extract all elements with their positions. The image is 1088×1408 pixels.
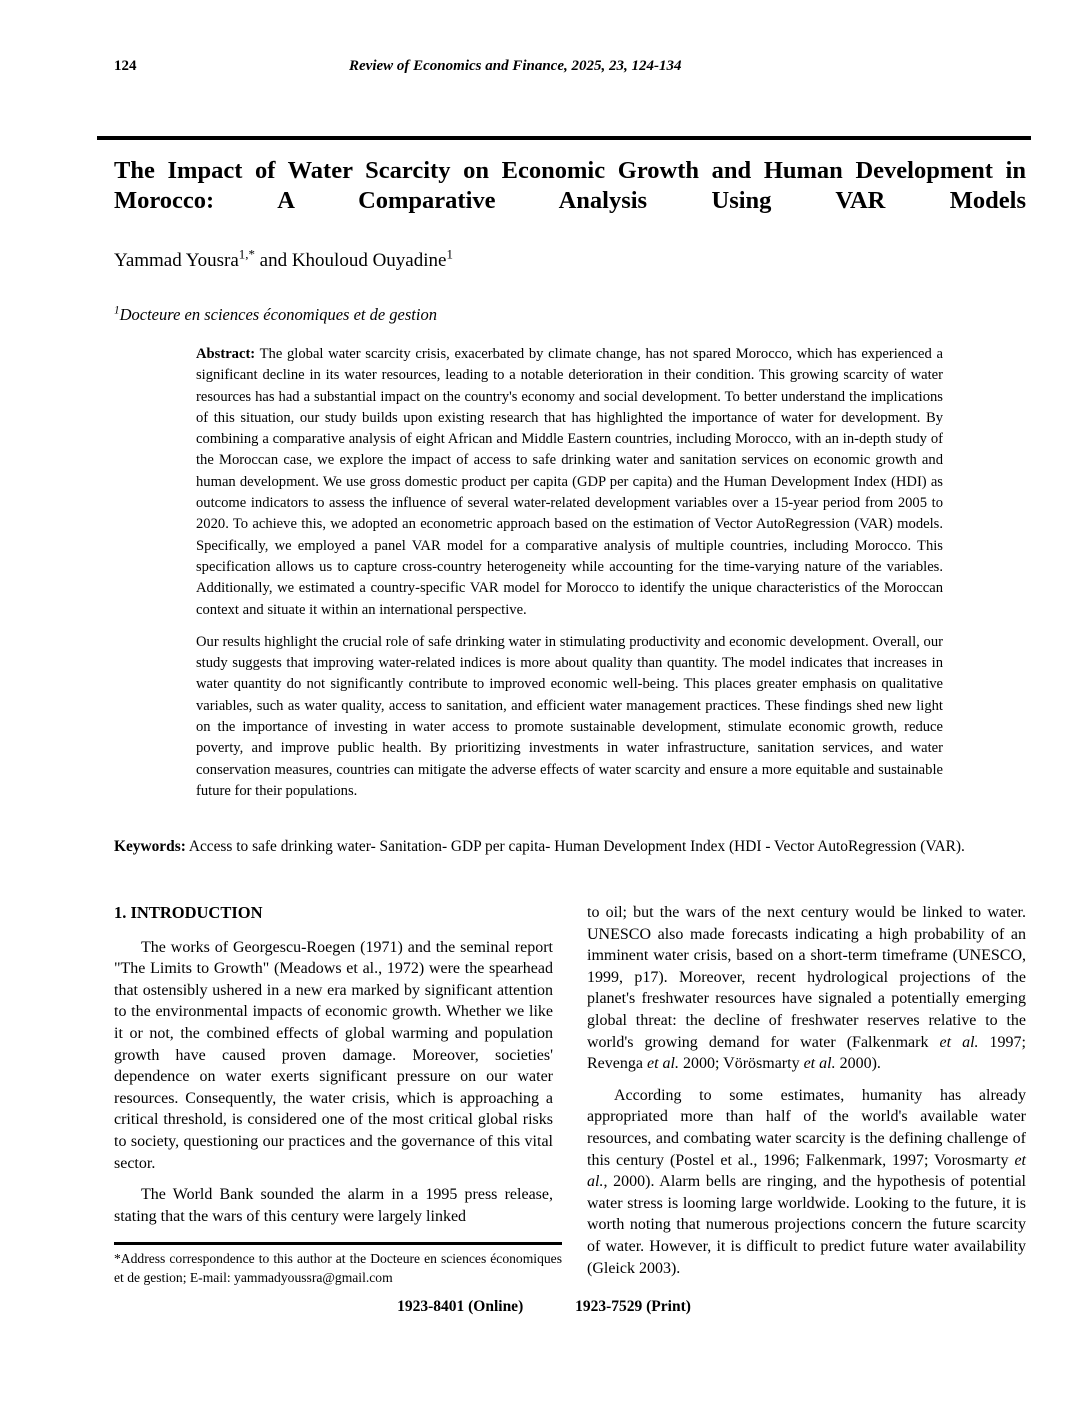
issn-print: 1923-7529 (Print) <box>575 1298 691 1315</box>
abstract-label: Abstract: <box>196 346 256 362</box>
issn-online: 1923-8401 (Online) <box>397 1298 524 1315</box>
two-column-body <box>114 902 1026 1289</box>
page-number: 124 <box>114 58 137 74</box>
keywords-line <box>114 836 1026 858</box>
authors-line: Yammad Yousra$^{1,*}$ and Khouloud Ouyadine$^1$ <box>114 246 453 271</box>
body-paragraph: The World Bank sounded the alarm in a 1995 press release, stating that the wars of this century were largely linked <box>114 1186 553 1225</box>
abstract-section <box>196 344 943 813</box>
body-paragraph: According to some estimates, humanity has already appropriated more than half of the world's available water resources, and combating water scarcity is the defining challenge of this century (Postel et al., 1996; Falkenmark, 1997; Vorosmarty et al., 2000). Alarm bells are ringing, and the hypothesis of potential water stress is looming large worldwide. Looking to the future, it is worth noting that numerous projections concern the future scarcity of water. However, it is difficult to predict future water availability (Gleick 2003). <box>587 1086 1026 1277</box>
journal-header: Review of Economics and Finance, 2025, 23, 124-134 <box>349 58 682 74</box>
keywords-label: Keywords: <box>114 838 186 855</box>
abstract-paragraph <box>196 632 943 802</box>
right-column <box>587 902 1026 1289</box>
left-column <box>114 902 553 1289</box>
abstract-text: Our results highlight the crucial role of safe drinking water in stimulating productivity and economic development. Overall, our study suggests that improving water-related indices is more about quality than quantity. The model indicates that increases in water quantity do not significantly contribute to improved economic well-being. This places greater emphasis on qualitative variables, such as water quality, access to sanitation, and efficient water management practices. These findings shed new light on the importance of investing in water access to promote sustainable development, stimulate economic growth, reduce poverty, and improve public health. By prioritizing investments in water infrastructure, sanitation services, and water conservation measures, countries can mitigate the adverse effects of water scarcity and ensure a more equitable and sustainable future for their populations. <box>196 633 943 799</box>
abstract-paragraph <box>196 344 943 621</box>
body-paragraph: The works of Georgescu-Roegen (1971) and the seminal report "The Limits to Growth" (Meadows et al., 1972) were the spearhead that ostensibly ushered in a new era marked by significant attention to the environmental impacts of economic growth. Whether we like it or not, the combined effects of global warming and population growth have caused proven damage. Moreover, societies' dependence on water exerts significant pressure on our water resources. Consequently, the water crisis, which is approaching a critical threshold, is considered one of the most critical global risks to society, questioning our practices and the governance of this vital sector. <box>114 938 553 1172</box>
affiliation-line: $^1$Docteure en sciences économiques et de gestion <box>114 304 437 324</box>
header-rule <box>97 136 1031 140</box>
section-heading-introduction: 1. INTRODUCTION <box>114 903 263 922</box>
body-paragraph: to oil; but the wars of the next century would be linked to water. UNESCO also made forecasts indicating a high probability of an imminent water crisis, based on a short-term timeframe (UNESCO, 1999, p17). Moreover, recent hydrological projections of the planet's freshwater resources have signaled a potentially emerging global threat: the decline of freshwater reserves relative to the world's growing demand for water (Falkenmark et al. 1997; Revenga et al. 2000; Vörösmarty et al. 2000). <box>587 904 1026 1073</box>
keywords-text: Access to safe drinking water- Sanitation- GDP per capita- Human Development Index (HDI - Vector AutoRegression (VAR). <box>188 838 965 855</box>
article-title: The Impact of Water Scarcity on Economic Growth and Human Development in Morocco: A Comparative Analysis Using VAR Models <box>114 157 1026 214</box>
issn-footer <box>0 1298 1088 1316</box>
correspondence-footnote: *Address correspondence to this author at the Docteure en sciences économiques et de gestion; E-mail: yammadyoussra@gmail.com <box>114 1242 562 1287</box>
abstract-text: The global water scarcity crisis, exacerbated by climate change, has not spared Morocco, which has experienced a significant decline in its water resources, leading to a notable deterioration in their condition. This growing scarcity of water resources has had a substantial impact on the country's economy and social development. To better understand the implications of this situation, our study builds upon existing research that has highlighted the importance of water for development. By combining a comparative analysis of eight African and Middle Eastern countries, including Morocco, with an in-depth study of the Moroccan case, we explore the impact of access to safe drinking water and sanitation services on economic growth and human development. We use gross domestic product per capita (GDP per capita) and the Human Development Index (HDI) as outcome indicators to assess the influence of several water-related development variables over a 15-year period from 2005 to 2020. To achieve this, we adopted an econometric approach based on the estimation of Vector AutoRegression (VAR) models. Specifically, we employed a panel VAR model for a comparative analysis of multiple countries, including Morocco. This specification allows us to capture cross-country heterogeneity while accounting for the time-varying nature of the variables. Additionally, we estimated a country-specific VAR model for Morocco to identify the unique characteristics of the Moroccan context and situate it within an international perspective. <box>196 346 943 618</box>
